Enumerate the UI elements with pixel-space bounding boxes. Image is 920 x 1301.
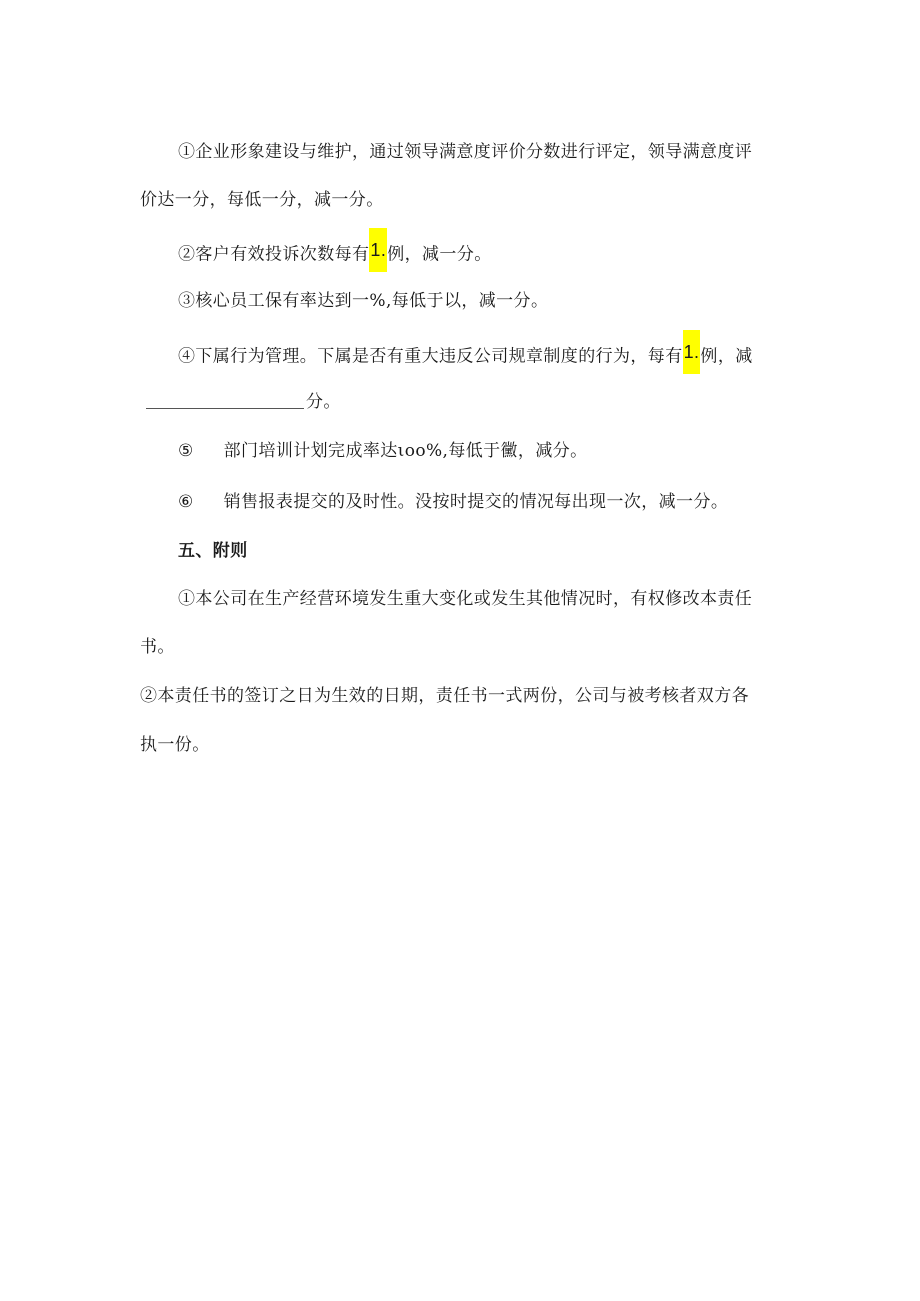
item2-highlight: 1. [369, 228, 387, 272]
item3: ③核心员工保有率达到一%,每低于以，减一分。 [178, 291, 549, 311]
appendix1-line2: 书。 [140, 637, 175, 657]
item6-text: 销售报表提交的及时性。没按时提交的情况每出现一次，减一分。 [223, 492, 729, 512]
appendix2-line2: 执一份。 [140, 735, 210, 755]
item4-text-before: ④下属行为管理。下属是否有重大违反公司规章制度的行为，每有 [178, 346, 683, 367]
item4-highlight: 1. [683, 330, 701, 374]
appendix1-line1: ①本公司在生产经营环境发生重大变化或发生其他情况时，有权修改本责任 [178, 589, 753, 609]
item6 [178, 490, 728, 514]
item4-line1 [178, 340, 753, 374]
fill-in-blank-line [146, 408, 304, 409]
appendix2-line1: ②本责任书的签订之日为生效的日期，责任书一式两份，公司与被考核者双方各 [140, 686, 749, 706]
item5-marker: ⑤ [178, 441, 194, 461]
item4-text-after: 例，减 [700, 346, 753, 367]
item1-line1: ①企业形象建设与维护，通过领导满意度评价分数进行评定，领导满意度评 [178, 142, 753, 162]
section5-heading: 五、附则 [178, 541, 248, 561]
item2 [178, 238, 492, 272]
item5 [178, 439, 588, 463]
item4-line2: 分。 [306, 392, 341, 412]
item6-marker: ⑥ [178, 492, 194, 512]
item2-text-after: 例，减一分。 [387, 244, 492, 265]
item1-line2: 价达一分，每低一分，减一分。 [140, 190, 384, 210]
item2-text-before: ②客户有效投诉次数每有 [178, 244, 370, 265]
item5-text: 部门培训计划完成率达ιoo%,每低于黴，减分。 [223, 441, 588, 461]
